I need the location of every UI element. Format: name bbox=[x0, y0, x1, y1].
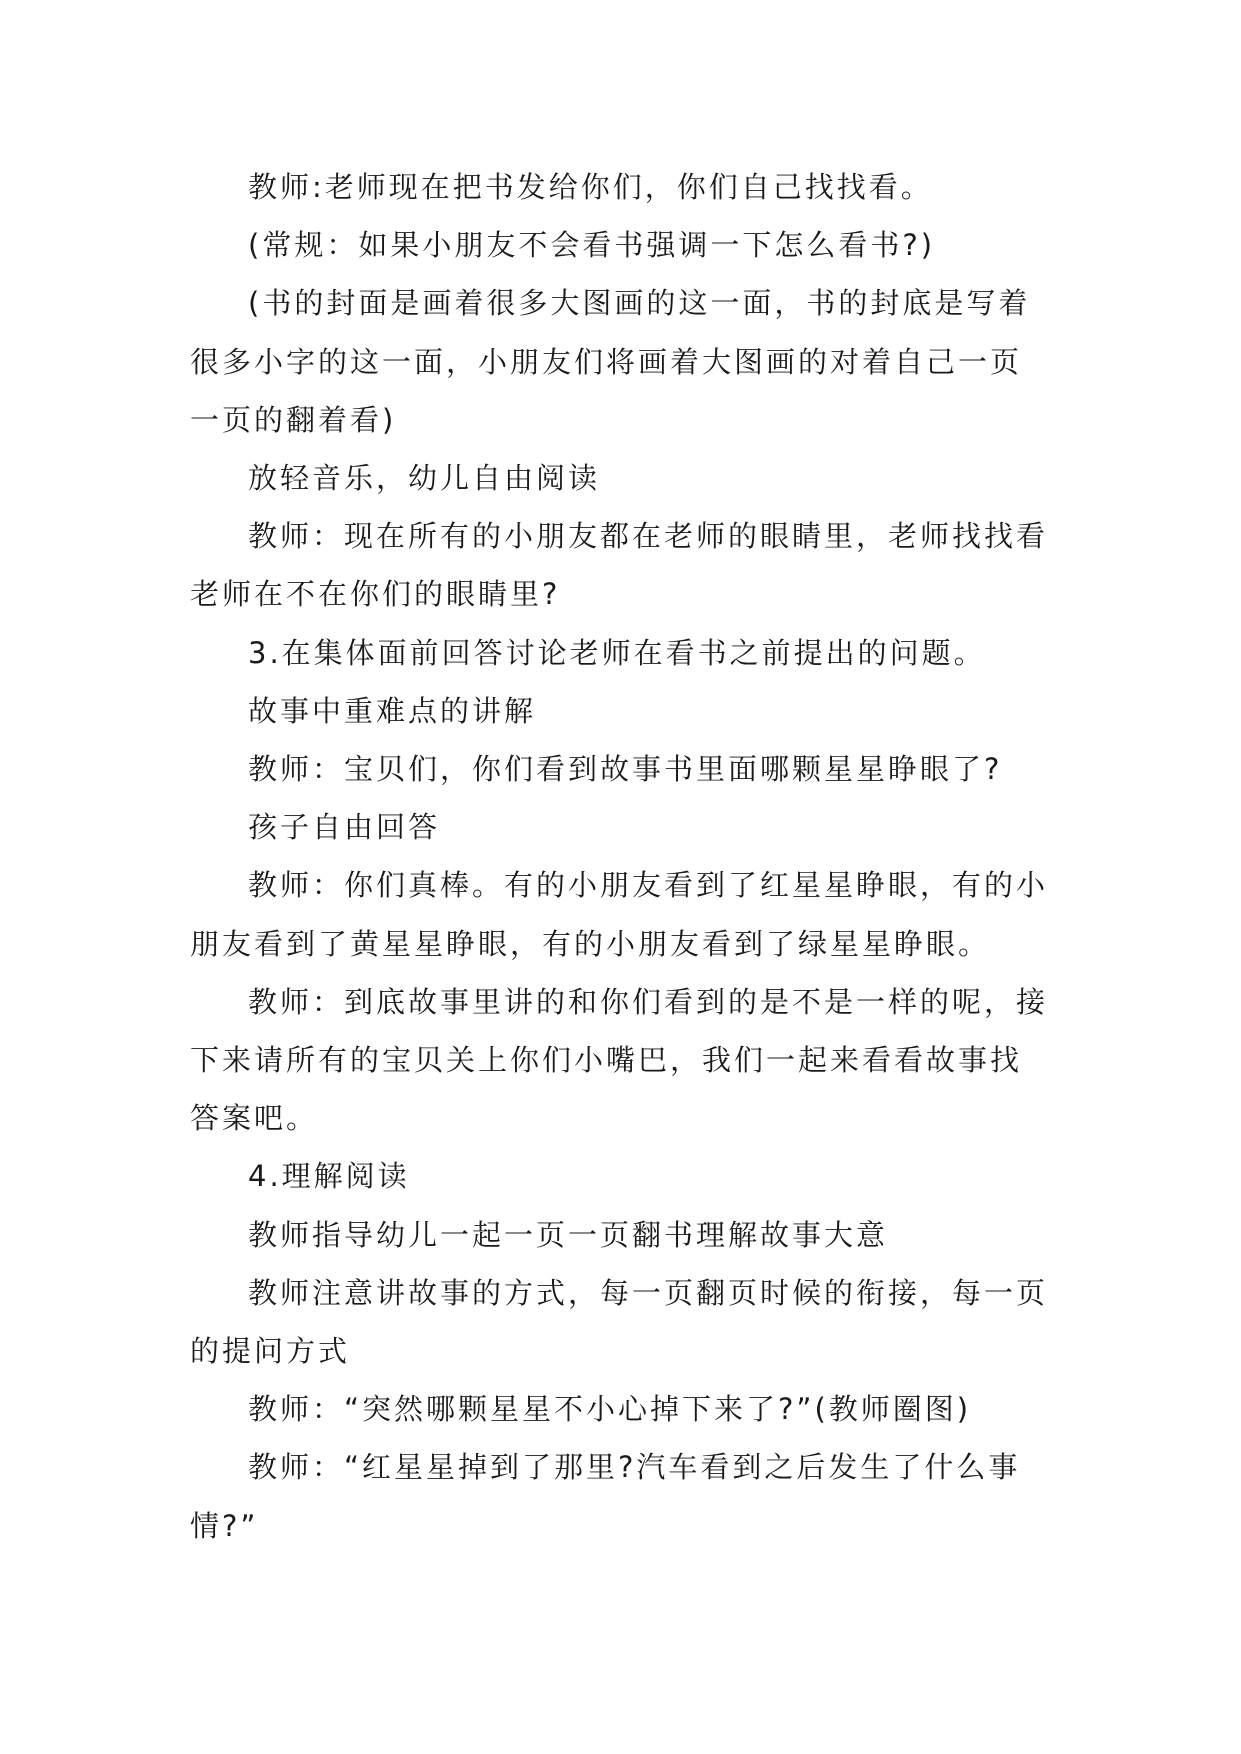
paragraph-7: 故事中重难点的讲解 bbox=[248, 693, 537, 728]
paragraph-14: 教师注意讲故事的方式，每一页翻页时候的衔接，每一页的提问方式 bbox=[190, 1275, 1049, 1369]
paragraph-15: 教师：“突然哪颗星星不小心掉下来了?”(教师圈图) bbox=[248, 1392, 972, 1427]
paragraph-6: 3.在集体面前回答讨论老师在看书之前提出的问题。 bbox=[248, 635, 986, 670]
paragraph-12: 4.理解阅读 bbox=[248, 1159, 410, 1194]
paragraph-5: 教师：现在所有的小朋友都在老师的眼睛里，老师找找看老师在不在你们的眼睛里? bbox=[190, 519, 1049, 612]
paragraph-16: 教师：“红星星掉到了那里?汽车看到之后发生了什么事情?” bbox=[190, 1450, 1021, 1543]
paragraph-13: 教师指导幼儿一起一页一页翻书理解故事大意 bbox=[248, 1217, 889, 1252]
paragraph-8: 教师：宝贝们，你们看到故事书里面哪颗星星睁眼了? bbox=[248, 752, 1003, 787]
paragraph-10: 教师：你们真棒。有的小朋友看到了红星星睁眼，有的小朋友看到了黄星星睁眼，有的小朋友看到了绿星星睁眼。 bbox=[190, 868, 1049, 961]
paragraph-3: (书的封面是画着很多大图画的这一面，书的封底是写着很多小字的这一面，小朋友们将画着大图画的对着自己一页一页的翻着看) bbox=[190, 286, 1031, 437]
paragraph-2: (常规：如果小朋友不会看书强调一下怎么看书?) bbox=[248, 228, 936, 263]
paragraph-4: 放轻音乐，幼儿自由阅读 bbox=[248, 461, 601, 496]
paragraph-1: 教师:老师现在把书发给你们，你们自己找找看。 bbox=[248, 170, 933, 204]
paragraph-9: 孩子自由回答 bbox=[248, 810, 441, 845]
paragraph-11: 教师：到底故事里讲的和你们看到的是不是一样的呢，接下来请所有的宝贝关上你们小嘴巴，我们一起来看看故事找答案吧。 bbox=[190, 984, 1049, 1136]
document-body bbox=[190, 158, 1050, 1555]
